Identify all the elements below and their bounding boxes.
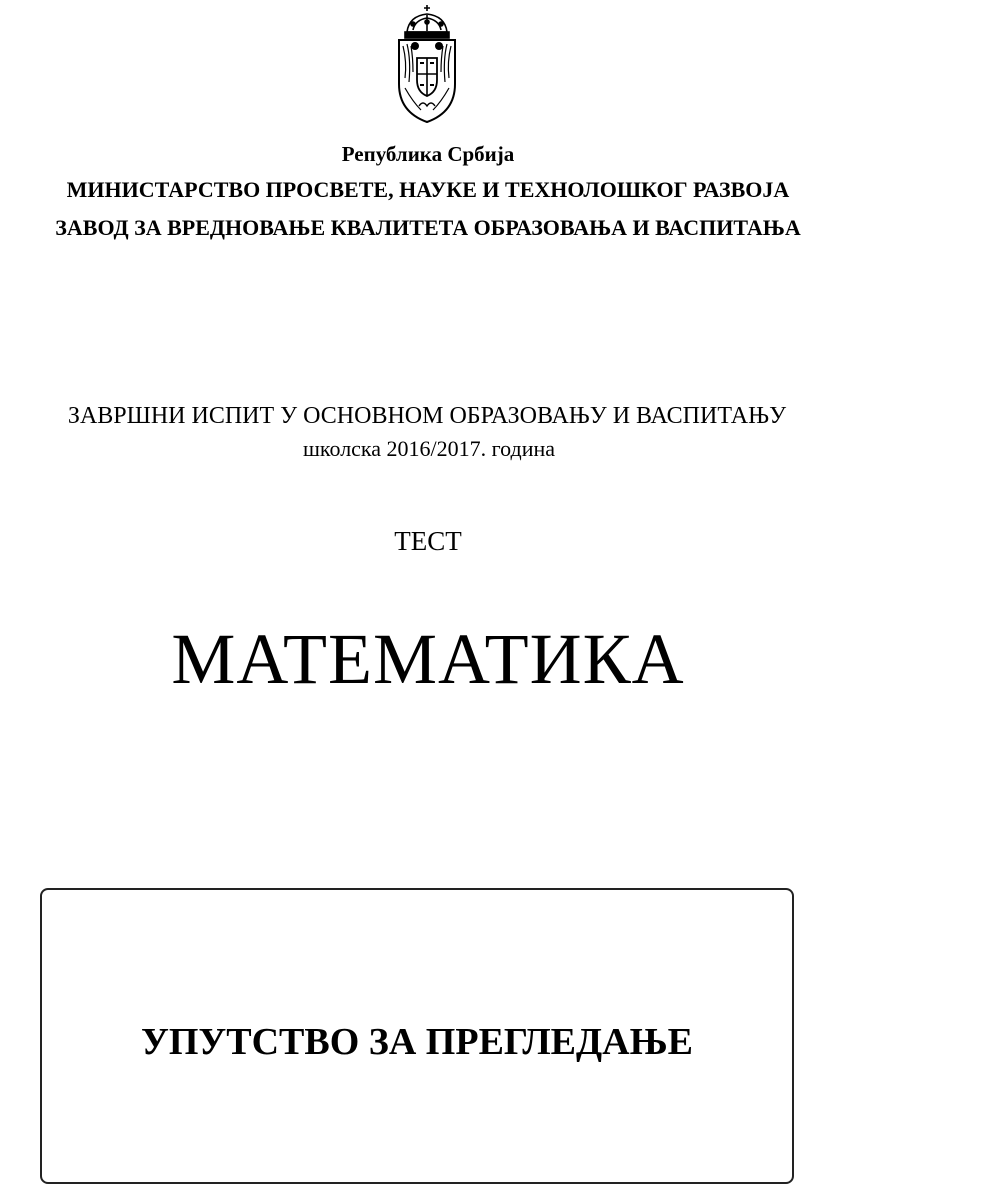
- exam-title: ЗАВРШНИ ИСПИТ У ОСНОВНОМ ОБРАЗОВАЊУ И ВАСПИТАЊУ: [67, 403, 787, 429]
- instructions-box: [40, 888, 794, 1184]
- coat-of-arms-icon: [393, 2, 461, 124]
- test-label: ТЕСТ: [394, 526, 462, 556]
- institute-name: ЗАВОД ЗА ВРЕДНОВАЊЕ КВАЛИТЕТА ОБРАЗОВАЊА И ВАСПИТАЊА: [55, 215, 801, 240]
- subject-title: МАТЕМАТИКА: [171, 619, 685, 699]
- ministry-name: МИНИСТАРСТВО ПРОСВЕТЕ, НАУКЕ И ТЕХНОЛОШКОГ РАЗВОЈА: [66, 177, 790, 202]
- instructions-title: УПУТСТВО ЗА ПРЕГЛЕДАЊЕ: [140, 1021, 694, 1063]
- country-name: Република Србија: [341, 142, 515, 166]
- school-year: школска 2016/2017. година: [302, 436, 556, 461]
